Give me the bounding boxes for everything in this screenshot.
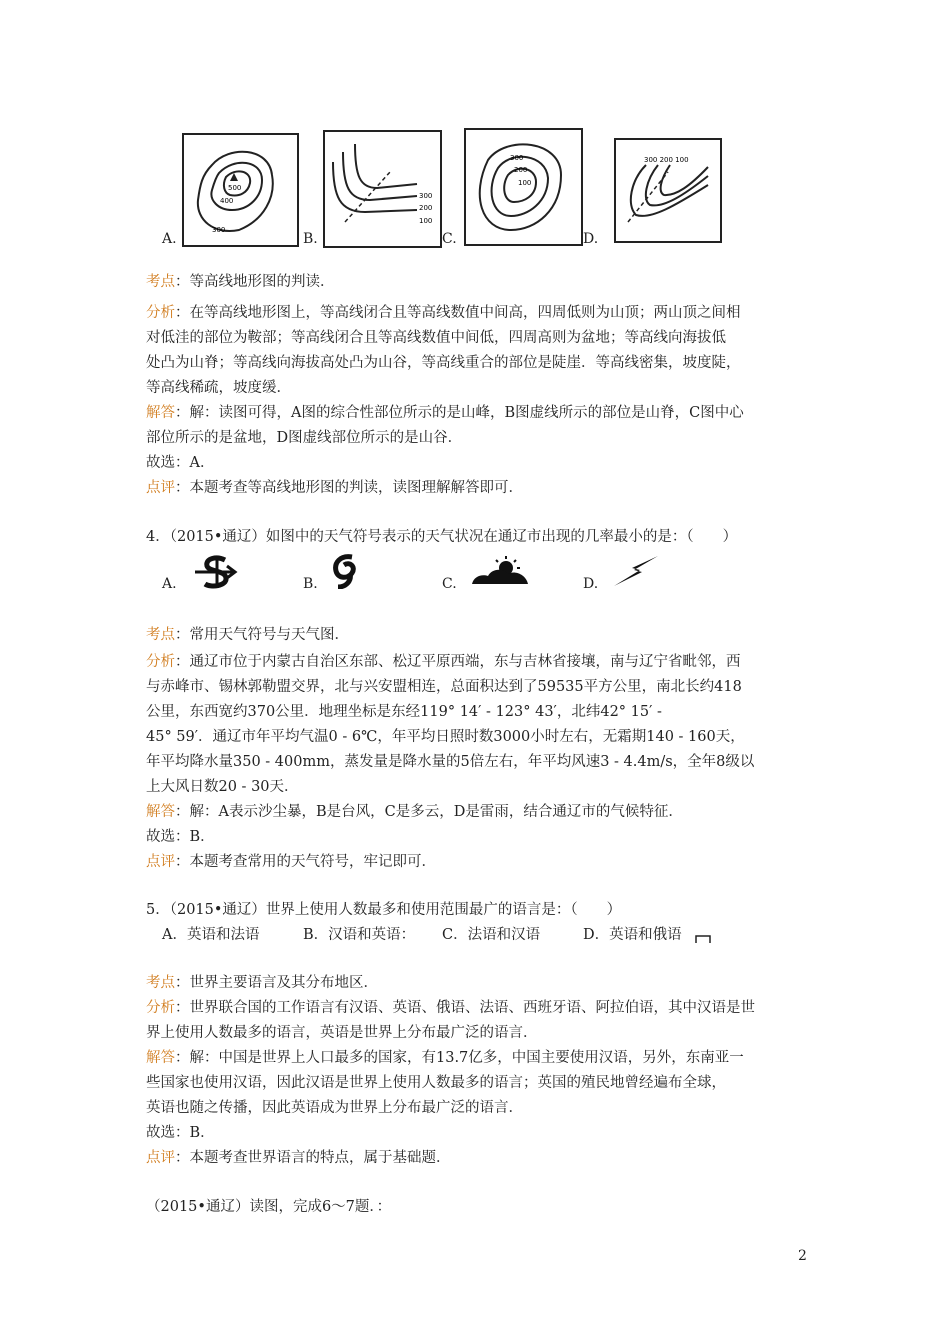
q5-option-b: B．汉语和英语： <box>303 927 416 943</box>
contour-label: 300 <box>212 226 226 234</box>
q5-answer: 故选：B． <box>146 1125 215 1141</box>
q3-answer: 故选：A． <box>146 455 215 471</box>
q4-kaodian: 考点：常用天气符号与天气图． <box>146 627 349 643</box>
q4-option-c: C. <box>442 576 457 592</box>
q4-fenxi-line: 分析：通辽市位于内蒙古自治区东部、松辽平原西端，东与吉林省接壤，南与辽宁省毗邻，西 <box>146 654 741 670</box>
q5-option-c: C．法语和汉语 <box>442 927 541 943</box>
page-number: 2 <box>798 1248 807 1264</box>
q3-fenxi-line: 对低洼的部位为鞍部；等高线闭合且等高线数值中间低，四周高则为盆地；等高线向海拔低 <box>146 330 726 346</box>
thunderstorm-icon <box>610 554 662 588</box>
contour-map-b <box>323 130 442 248</box>
contour-label: 400 <box>220 197 234 205</box>
q4-jieda: 解答：解：A表示沙尘暴，B是台风，C是多云，D是雷雨，结合通辽市的气候特征． <box>146 804 683 820</box>
q4-fenxi-line: 上大风日数20 - 30天． <box>146 779 299 795</box>
cloudy-icon <box>470 556 532 586</box>
q5-fenxi-line: 分析：世界联合国的工作语言有汉语、英语、俄语、法语、西班牙语、阿拉伯语，其中汉语是世 <box>146 1000 755 1016</box>
q4-fenxi-line: 与赤峰市、锡林郭勒盟交界，北与兴安盟相连，总面积达到了59535平方公里，南北长约418 <box>146 679 742 695</box>
q4-option-a: A. <box>162 576 177 592</box>
contour-label: 300 <box>510 154 524 162</box>
contour-map-a <box>182 133 299 247</box>
q3-jieda-line: 解答：解：读图可得，A图的综合性部位所示的是山峰，B图虚线所示的部位是山脊，C图中心 <box>146 405 744 421</box>
q3-fenxi-line: 分析：在等高线地形图上，等高线闭合且等高线数值中间高，四周低则为山顶；两山顶之间相 <box>146 305 741 321</box>
q3-fenxi-line: 等高线稀疏，坡度缓． <box>146 380 291 396</box>
q3-kaodian: 考点：等高线地形图的判读． <box>146 274 335 290</box>
contour-label: 100 <box>419 217 433 225</box>
q4-fenxi-line: 年平均降水量350 - 400mm，蒸发量是降水量的5倍左右，年平均风速3 - 4.4m/s，全年8级以 <box>146 754 755 770</box>
q4-option-b: B. <box>303 576 318 592</box>
q4-fenxi-line: 公里，东西宽约370公里．地理坐标是东经119° 14′ - 123° 43′，北纬42° 15′ - <box>146 704 662 720</box>
option-a-label: A. <box>162 231 177 247</box>
q3-dianping: 点评：本题考查等高线地形图的判读，读图理解解答即可． <box>146 480 523 496</box>
contour-label: 100 <box>518 179 532 187</box>
q4-stem: 4．（2015•通辽）如图中的天气符号表示的天气状况在通辽市出现的几率最小的是：（ ） <box>146 529 738 545</box>
sandstorm-icon <box>193 554 241 590</box>
q5-kaodian: 考点：世界主要语言及其分布地区． <box>146 975 378 991</box>
q5-dianping: 点评：本题考查世界语言的特点，属于基础题． <box>146 1150 451 1166</box>
contour-label: 300 200 100 <box>644 156 689 164</box>
typhoon-icon <box>330 553 362 589</box>
q67-stem: （2015•通辽）读图，完成6～7题．： <box>146 1199 392 1215</box>
q3-fenxi-line: 处凸为山脊；等高线向海拔高处凸为山谷，等高线重合的部位是陡崖．等高线密集，坡度陡， <box>146 355 741 371</box>
bracket-mark-icon <box>695 932 711 944</box>
contour-map-d <box>614 138 722 243</box>
q5-stem: 5．（2015•通辽）世界上使用人数最多和使用范围最广的语言是：（ ） <box>146 902 622 918</box>
q3-jieda-line: 部位所示的是盆地，D图虚线部位所示的是山谷． <box>146 430 463 446</box>
q5-jieda-line: 些国家也使用汉语，因此汉语是世界上使用人数最多的语言；英国的殖民地曾经遍布全球， <box>146 1075 726 1091</box>
contour-label: 200 <box>514 166 528 174</box>
q5-jieda-line: 英语也随之传播，因此英语成为世界上分布最广泛的语言． <box>146 1100 523 1116</box>
contour-label: 200 <box>419 204 433 212</box>
contour-label: 300 <box>419 192 433 200</box>
q4-option-d: D. <box>583 576 599 592</box>
contour-label: 500 <box>228 184 242 192</box>
option-d-label: D. <box>583 231 599 247</box>
q5-jieda-line: 解答：解：中国是世界上人口最多的国家，有13.7亿多，中国主要使用汉语，另外，东南亚一 <box>146 1050 744 1066</box>
q5-option-a: A．英语和法语 <box>162 927 260 943</box>
q5-option-d: D．英语和俄语 <box>583 927 682 943</box>
q4-answer: 故选：B． <box>146 829 215 845</box>
q4-fenxi-line: 45° 59′．通辽市年平均气温0 - 6℃，年平均日照时数3000小时左右，无霜期140 - 160天， <box>146 729 745 745</box>
contour-map-c <box>464 128 583 246</box>
option-b-label: B. <box>303 231 318 247</box>
q5-fenxi-line: 界上使用人数最多的语言，英语是世界上分布最广泛的语言． <box>146 1025 538 1041</box>
q4-dianping: 点评：本题考查常用的天气符号，牢记即可． <box>146 854 436 870</box>
option-c-label: C. <box>442 231 457 247</box>
